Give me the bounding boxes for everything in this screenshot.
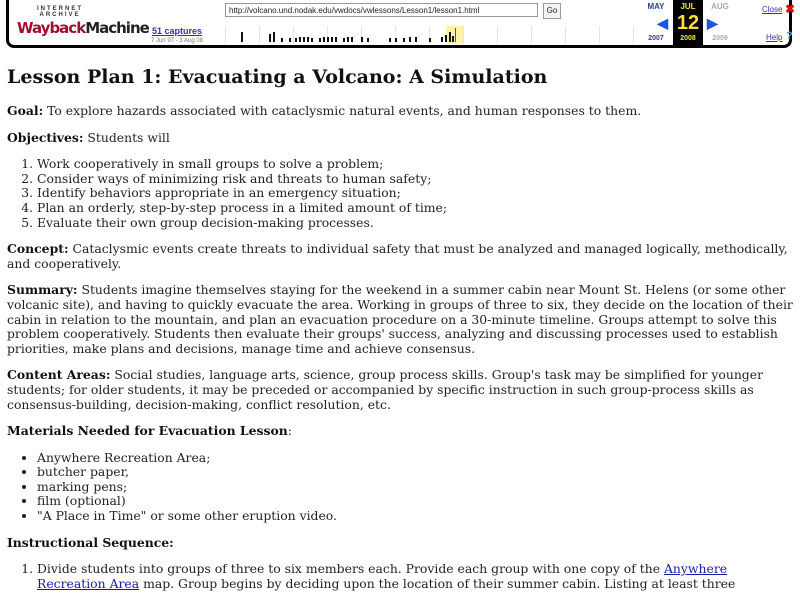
capture-bar: [295, 38, 297, 42]
prev-month: MAY: [647, 2, 665, 11]
capture-bar: [449, 32, 451, 42]
capture-bar: [445, 35, 447, 42]
list-item: • Anywhere Recreation Area;: [37, 451, 793, 466]
list-item: • butcher paper,: [37, 465, 793, 480]
year-divider: [259, 26, 260, 44]
list-item: 3. Identify behaviors appropriate in an emergency situation;: [37, 186, 793, 201]
next-month: AUG: [711, 2, 729, 11]
goal-paragraph: [7, 104, 793, 119]
capture-sparkline[interactable]: [225, 26, 637, 44]
materials-heading: [7, 424, 793, 439]
capture-bar: [351, 37, 353, 42]
summary-label: Summary:: [7, 282, 78, 298]
capture-bar: [415, 37, 417, 42]
current-day: 12: [676, 12, 700, 34]
sequence-heading: [7, 536, 793, 551]
capture-bar: [311, 38, 313, 42]
capture-bar: [299, 37, 301, 42]
list-item: 1. Work cooperatively in small groups to solve a problem;: [37, 157, 793, 172]
year-divider: [531, 26, 532, 44]
wayback-machine-wordmark: [17, 19, 149, 37]
year-divider: [497, 26, 498, 44]
list-item: • film (optional): [37, 494, 793, 509]
year-divider: [463, 26, 464, 44]
current-capture: [673, 0, 703, 45]
capture-bar: [331, 37, 333, 42]
wordmark-wayback: Wayback: [17, 19, 86, 37]
concept-paragraph: [7, 242, 793, 271]
materials-label: Materials Needed for Evacuation Lesson: [7, 423, 288, 439]
capture-bar: [289, 38, 291, 42]
capture-bar: [409, 37, 411, 42]
close-icon[interactable]: ✖: [785, 2, 796, 16]
captures-date-range: 7 Jun 97 - 3 Aug 08: [150, 38, 204, 44]
goal-text: To explore hazards associated with cataclysmic natural events, and human responses to them.: [43, 103, 642, 118]
year-divider: [225, 26, 226, 44]
concept-text: Cataclysmic events create threats to individual safety that must be analyzed and managed logically, methodically, and cooperatively.: [7, 241, 788, 271]
list-item: [37, 562, 793, 591]
capture-bar: [361, 37, 363, 42]
capture-bar: [273, 32, 275, 42]
summary-paragraph: [7, 283, 793, 356]
objectives-label: Objectives:: [7, 129, 84, 145]
sequence-item-text-cont: map. Group begins by deciding upon the location of their summer cabin. Listing at least three: [139, 575, 736, 591]
capture-bar: [307, 37, 309, 42]
summary-text: Students imagine themselves staying for the weekend in a summer cabin near Mount St. Helens (or some other volcanic site), and having to quickly evacuate the area. Working in groups of three to six, they decide on the location of their cabin in relation to the mountain, and plan an evacuation procedure on a 30-minute timeline. Groups attempt to solve this problem cooperatively. Students then evaluate their groups' success, analyzing and discussing processes used to establish priorities, make plans and decisions, manage time and achieve consensus.: [7, 282, 793, 356]
capture-bar: [303, 37, 305, 42]
capture-bar: [403, 38, 405, 42]
content-areas-paragraph: [7, 368, 793, 412]
capture-bar: [323, 37, 325, 42]
next-capture[interactable]: [705, 0, 735, 45]
year-divider: [599, 26, 600, 44]
year-divider: [293, 26, 294, 44]
page-title: Lesson Plan 1: Evacuating a Volcano: A Simulation: [7, 66, 548, 88]
capture-calendar: [637, 0, 743, 45]
capture-bar: [327, 37, 329, 42]
objectives-paragraph: [7, 131, 793, 146]
capture-bar: [241, 32, 243, 42]
content-areas-label: Content Areas:: [7, 367, 111, 383]
materials-list: [7, 451, 793, 524]
capture-bar: [269, 34, 271, 42]
current-capture-marker: [455, 28, 456, 42]
sequence-item-text: Divide students into groups of three to six members each. Provide each group with one copy of the: [37, 561, 664, 577]
list-item: • "A Place in Time" or some other eruption video.: [37, 509, 793, 524]
lesson-content: [7, 66, 793, 603]
next-arrow-icon[interactable]: ▶: [707, 15, 718, 31]
capture-bar: [319, 38, 321, 42]
go-button[interactable]: Go: [543, 3, 561, 19]
capture-bar: [395, 38, 397, 42]
wordmark-machine: Machine: [85, 19, 149, 37]
capture-bar: [389, 38, 391, 42]
prev-capture[interactable]: [641, 0, 671, 45]
help-link[interactable]: Help: [766, 33, 783, 42]
year-divider: [633, 26, 634, 44]
capture-bar: [347, 37, 349, 42]
sequence-label: Instructional Sequence:: [7, 534, 174, 550]
concept-label: Concept:: [7, 241, 69, 257]
current-year: 2008: [680, 35, 696, 42]
anywhere-recreation-area-link[interactable]: Anywhere Recreation Area: [37, 561, 728, 591]
objectives-list: [7, 157, 793, 230]
close-link[interactable]: Close: [762, 5, 783, 14]
sequence-list: [7, 562, 793, 591]
next-year: 2009: [712, 35, 728, 42]
goal-label: Goal:: [7, 103, 44, 118]
capture-bar: [441, 37, 443, 42]
list-item: 4. Plan an orderly, step-by-step process in a limited amount of time;: [37, 201, 793, 216]
capture-bar: [335, 37, 337, 42]
current-month: JUL: [680, 2, 696, 11]
prev-year: 2007: [648, 35, 664, 42]
list-item: • marking pens;: [37, 480, 793, 495]
wayback-toolbar: [6, 0, 796, 48]
url-input[interactable]: http://volcano.und.nodak.edu/vwdocs/vwlessons/Lesson1/lesson1.html: [225, 3, 538, 17]
objectives-text: Students will: [83, 129, 170, 145]
prev-arrow-icon[interactable]: ◀: [657, 15, 668, 31]
content-areas-text: Social studies, language arts, science, group process skills. Group's task may be simplified for younger students; for older students, it may be preceded or accompanied by specific instruction in such group-process skills as consensus-building, decision-making, conflict resolution, etc.: [7, 367, 763, 412]
year-divider: [565, 26, 566, 44]
capture-bar: [343, 38, 345, 42]
capture-bar: [429, 38, 431, 42]
list-item: 2. Consider ways of minimizing risk and threats to human safety;: [37, 172, 793, 187]
captures-link[interactable]: 51 captures: [151, 26, 203, 36]
capture-bar: [281, 38, 283, 42]
help-icon[interactable]: ?: [786, 30, 793, 42]
wayback-logo[interactable]: [17, 6, 149, 38]
internet-archive-label: INTERNET ARCHIVE: [37, 6, 83, 18]
list-item: 5. Evaluate their own group decision-making processes.: [37, 216, 793, 231]
captures-info: [141, 26, 213, 44]
capture-bar: [452, 36, 454, 42]
capture-bar: [367, 38, 369, 42]
materials-colon: :: [287, 423, 292, 439]
